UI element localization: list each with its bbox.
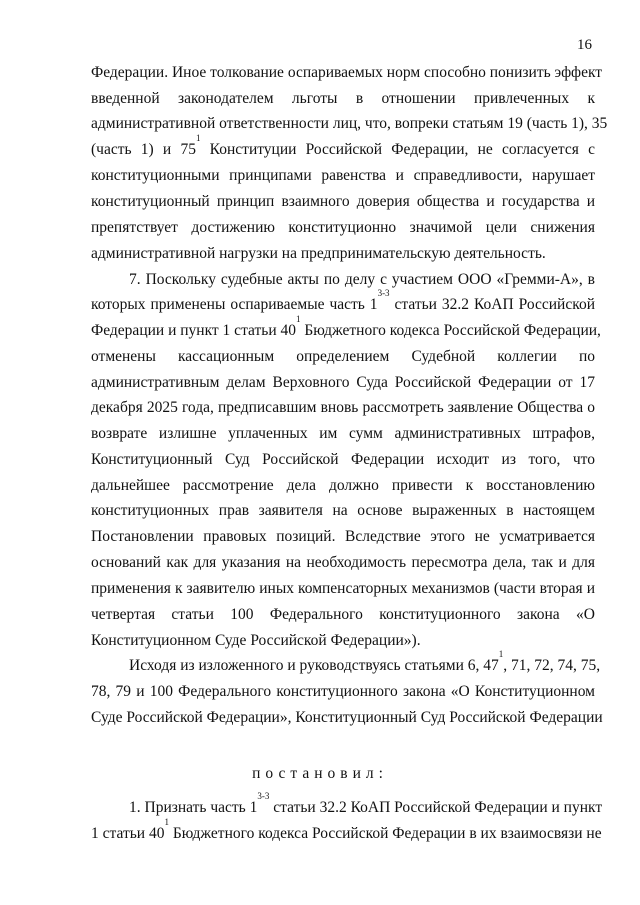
text-fragment: Бюджетного кодекса Российской Федерации,	[300, 322, 601, 339]
text-line	[129, 791, 603, 818]
text-fragment: 1 статьи 40	[91, 825, 165, 842]
text-line: конституционных прав заявителя на основе выраженных в настоящем	[91, 502, 595, 519]
superscript: 3-3	[257, 791, 270, 801]
superscript: 1	[498, 649, 504, 659]
page-number: 16	[577, 37, 592, 53]
text-line: применения к заявителю иных компенсаторных механизмов (части вторая и	[91, 580, 595, 597]
resolution-heading: постановил:	[252, 765, 388, 782]
text-line: препятствует достижению конституционно значимой цели снижения	[91, 219, 595, 236]
text-line: Постановлении правовых позиций. Вследствие этого не усматривается	[91, 528, 595, 545]
superscript: 1	[195, 133, 201, 143]
text-fragment: 1. Признать часть 1	[129, 799, 258, 816]
text-fragment: Бюджетного кодекса Российской Федерации в их взаимосвязи не	[168, 825, 602, 842]
text-fragment: (часть 1) и 75	[91, 141, 196, 158]
text-fragment: Исходя из изложенного и руководствуясь статьями 6, 47	[129, 657, 499, 674]
text-line: Федерации. Иное толкование оспариваемых норм способно понизить эффект	[91, 64, 603, 81]
superscript: 1	[296, 314, 301, 324]
text-line	[91, 817, 602, 844]
text-fragment: Федерации и пункт 1 статьи 40	[91, 322, 297, 339]
text-line: оснований как для указания на необходимость пересмотра дела, так и для	[91, 554, 595, 571]
text-fragment: статьи 32.2 КоАП Российской Федерации и пункт	[269, 799, 603, 816]
text-line: дальнейшее рассмотрение дела должно привести к восстановлению	[91, 477, 595, 494]
text-line: 78, 79 и 100 Федерального конституционного закона «О Конституционном	[91, 683, 595, 700]
superscript: 3-3	[377, 288, 390, 298]
text-line: административной нагрузки на предпринимательскую деятельность.	[91, 245, 546, 262]
text-fragment: , 71, 72, 74, 75,	[503, 657, 601, 674]
text-line	[91, 288, 595, 315]
text-line: административной ответственности лиц, что, вопреки статьям 19 (часть 1), 35	[91, 115, 608, 132]
text-fragment: Конституции Российской Федерации, не согласуется с	[200, 141, 595, 158]
text-line: отменены кассационным определением Судебной коллегии по	[91, 348, 595, 365]
text-line: декабря 2025 года, предписавшим вновь рассмотреть заявление Общества о	[91, 399, 595, 416]
text-line: конституционными принципами равенства и справедливости, нарушает	[91, 167, 595, 184]
text-line: Конституционном Суде Российской Федерации»).	[91, 632, 421, 649]
text-fragment: которых применены оспариваемые часть 1	[91, 296, 378, 313]
text-line: административным делам Верховного Суда Российской Федерации от 17	[91, 374, 595, 391]
text-line: возврате излишне уплаченных им сумм административных штрафов,	[91, 425, 595, 442]
text-line: четвертая статьи 100 Федерального конституционного закона «О	[91, 606, 595, 623]
text-fragment: статьи 32.2 КоАП Российской	[389, 296, 595, 313]
text-line: Конституционный Суд Российской Федерации исходит из того, что	[91, 451, 595, 468]
text-line: 7. Поскольку судебные акты по делу с участием ООО «Гремми-А», в	[129, 271, 595, 288]
text-line	[129, 649, 601, 676]
text-line: конституционный принцип взаимного доверия общества и государства и	[91, 193, 595, 210]
text-line	[91, 133, 595, 160]
text-line	[91, 314, 601, 341]
text-line: Суде Российской Федерации», Конституционный Суд Российской Федерации	[91, 709, 603, 726]
superscript: 1	[164, 817, 169, 827]
text-line: введенной законодателем льготы в отношении привлеченных к	[91, 90, 595, 107]
